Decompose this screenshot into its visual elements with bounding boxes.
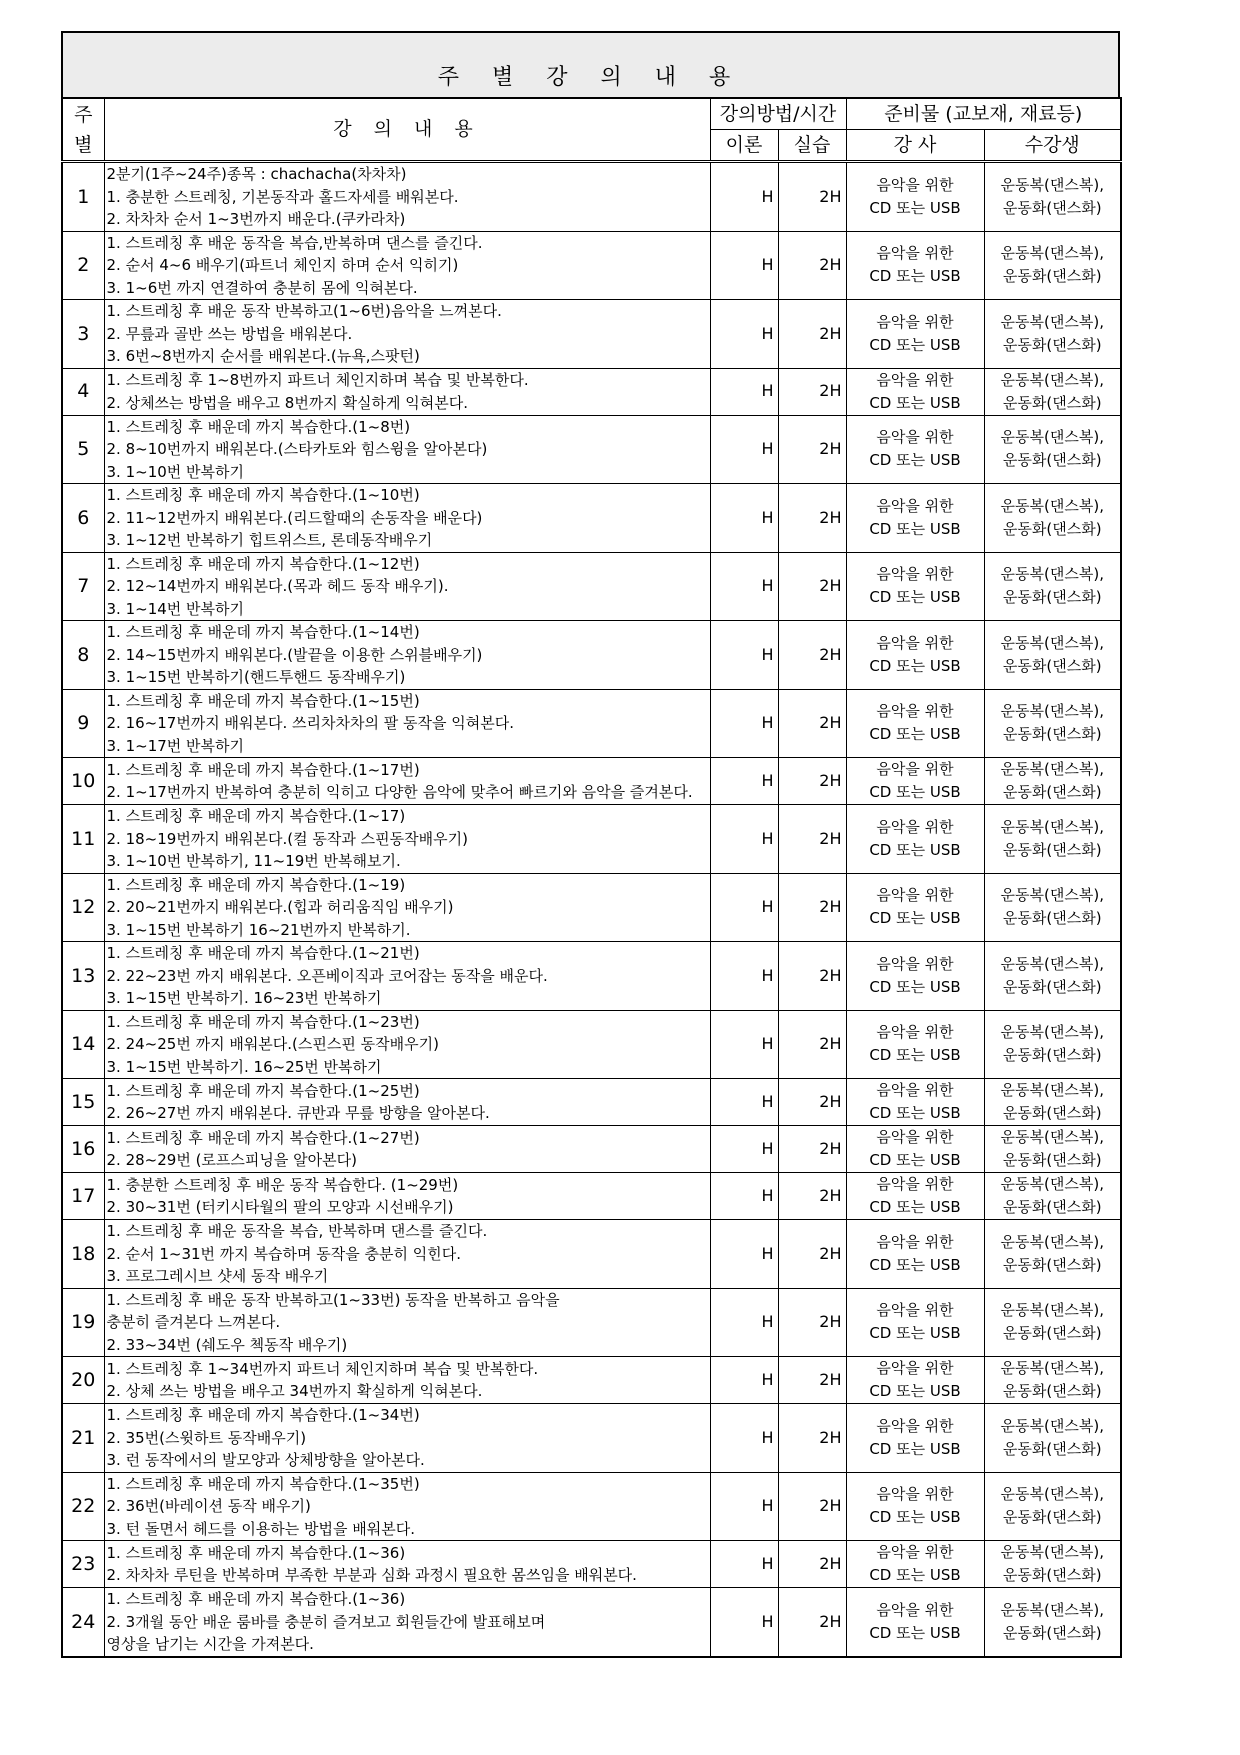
week-cell: 10 [62,758,104,805]
page-title: 주 별 강 의 내 용 [437,65,744,90]
table-row [62,689,1121,758]
practice-cell: 2H [778,552,846,621]
student-prep-cell: 운동복(댄스복), 운동화(댄스화) [984,758,1121,805]
week-cell: 12 [62,873,104,942]
week-cell: 6 [62,484,104,553]
theory-cell: H [710,1541,778,1588]
week-cell: 18 [62,1220,104,1289]
instructor-prep-cell: 음악을 위한 CD 또는 USB [846,942,984,1011]
table-row [62,1010,1121,1079]
practice-cell: 2H [778,1079,846,1126]
student-prep-cell: 운동복(댄스복), 운동화(댄스화) [984,1079,1121,1126]
instructor-prep-cell: 음악을 위한 CD 또는 USB [846,805,984,874]
student-prep-cell: 운동복(댄스복), 운동화(댄스화) [984,1220,1121,1289]
week-cell: 7 [62,552,104,621]
practice-cell: 2H [778,621,846,690]
practice-cell: 2H [778,1288,846,1357]
practice-cell: 2H [778,942,846,1011]
week-cell: 13 [62,942,104,1011]
student-prep-cell: 운동복(댄스복), 운동화(댄스화) [984,1357,1121,1404]
content-cell: 1. 스트레칭 후 배운데 까지 복습한다.(1~36) 2. 3개월 동안 배운 룸바를 충분히 즐겨보고 회원들간에 발표해보며 영상을 남기는 시간을 가져본다. [104,1588,710,1657]
table-row [62,942,1121,1011]
week-cell: 17 [62,1173,104,1220]
instructor-prep-cell: 음악을 위한 CD 또는 USB [846,621,984,690]
theory-cell: H [710,1404,778,1473]
theory-cell: H [710,231,778,300]
lecture-table [61,97,1122,1658]
theory-cell: H [710,1126,778,1173]
table-row [62,758,1121,805]
instructor-prep-cell: 음악을 위한 CD 또는 USB [846,1541,984,1588]
instructor-prep-cell: 음악을 위한 CD 또는 USB [846,1404,984,1473]
student-prep-cell: 운동복(댄스복), 운동화(댄스화) [984,1288,1121,1357]
practice-cell: 2H [778,300,846,369]
student-prep-cell: 운동복(댄스복), 운동화(댄스화) [984,162,1121,232]
student-prep-cell: 운동복(댄스복), 운동화(댄스화) [984,1541,1121,1588]
instructor-prep-cell: 음악을 위한 CD 또는 USB [846,300,984,369]
theory-cell: H [710,1079,778,1126]
week-cell: 15 [62,1079,104,1126]
practice-cell: 2H [778,1541,846,1588]
content-cell: 1. 스트레칭 후 배운데 까지 복습한다.(1~8번) 2. 8~10번까지 배워본다.(스타카토와 힘스윙을 알아본다) 3. 1~10번 반복하기 [104,415,710,484]
theory-cell: H [710,300,778,369]
instructor-prep-cell: 음악을 위한 CD 또는 USB [846,758,984,805]
student-prep-cell: 운동복(댄스복), 운동화(댄스화) [984,300,1121,369]
instructor-prep-cell: 음악을 위한 CD 또는 USB [846,1288,984,1357]
theory-cell: H [710,1357,778,1404]
week-cell: 23 [62,1541,104,1588]
table-row [62,1357,1121,1404]
instructor-prep-cell: 음악을 위한 CD 또는 USB [846,1588,984,1657]
practice-cell: 2H [778,805,846,874]
week-cell: 21 [62,1404,104,1473]
instructor-prep-cell: 음악을 위한 CD 또는 USB [846,689,984,758]
week-cell: 20 [62,1357,104,1404]
week-cell: 22 [62,1472,104,1541]
practice-cell: 2H [778,368,846,415]
practice-cell: 2H [778,1588,846,1657]
table-row [62,1220,1121,1289]
student-prep-cell: 운동복(댄스복), 운동화(댄스화) [984,873,1121,942]
instructor-prep-cell: 음악을 위한 CD 또는 USB [846,1126,984,1173]
content-cell: 1. 스트레칭 후 배운 동작을 복습, 반복하며 댄스를 즐긴다. 2. 순서 1~31번 까지 복습하며 동작을 충분히 익힌다. 3. 프로그레시브 샷세 동작 배우기 [104,1220,710,1289]
table-row [62,1288,1121,1357]
table-row [62,1079,1121,1126]
instructor-prep-cell: 음악을 위한 CD 또는 USB [846,162,984,232]
header-method: 강의방법/시간 [710,98,846,130]
header-content: 강 의 내 용 [104,98,710,162]
content-cell: 1. 스트레칭 후 배운데 까지 복습한다.(1~15번) 2. 16~17번까지 배워본다. 쓰리차차차의 팔 동작을 익혀본다. 3. 1~17번 반복하기 [104,689,710,758]
practice-cell: 2H [778,231,846,300]
student-prep-cell: 운동복(댄스복), 운동화(댄스화) [984,1126,1121,1173]
theory-cell: H [710,1220,778,1289]
theory-cell: H [710,1288,778,1357]
practice-cell: 2H [778,162,846,232]
table-row [62,300,1121,369]
student-prep-cell: 운동복(댄스복), 운동화(댄스화) [984,621,1121,690]
content-cell: 1. 스트레칭 후 1~8번까지 파트너 체인지하며 복습 및 반복한다. 2. 상체쓰는 방법을 배우고 8번까지 확실하게 익혀본다. [104,368,710,415]
instructor-prep-cell: 음악을 위한 CD 또는 USB [846,1472,984,1541]
theory-cell: H [710,758,778,805]
week-cell: 24 [62,1588,104,1657]
table-row [62,873,1121,942]
instructor-prep-cell: 음악을 위한 CD 또는 USB [846,552,984,621]
theory-cell: H [710,552,778,621]
week-cell: 2 [62,231,104,300]
content-cell: 1. 스트레칭 후 배운데 까지 복습한다.(1~17) 2. 18~19번까지 배워본다.(컬 동작과 스핀동작배우기) 3. 1~10번 반복하기, 11~19번 반복해보기. [104,805,710,874]
practice-cell: 2H [778,484,846,553]
table-row [62,1541,1121,1588]
table-row [62,1588,1121,1657]
student-prep-cell: 운동복(댄스복), 운동화(댄스화) [984,1173,1121,1220]
practice-cell: 2H [778,415,846,484]
week-cell: 9 [62,689,104,758]
content-cell: 1. 스트레칭 후 배운데 까지 복습한다.(1~34번) 2. 35번(스윗하트 동작배우기) 3. 런 동작에서의 발모양과 상체방향을 알아본다. [104,1404,710,1473]
table-body [62,162,1121,1657]
student-prep-cell: 운동복(댄스복), 운동화(댄스화) [984,484,1121,553]
student-prep-cell: 운동복(댄스복), 운동화(댄스화) [984,942,1121,1011]
instructor-prep-cell: 음악을 위한 CD 또는 USB [846,1173,984,1220]
header-practice: 실습 [778,130,846,162]
instructor-prep-cell: 음악을 위한 CD 또는 USB [846,1220,984,1289]
student-prep-cell: 운동복(댄스복), 운동화(댄스화) [984,415,1121,484]
instructor-prep-cell: 음악을 위한 CD 또는 USB [846,1010,984,1079]
content-cell: 1. 스트레칭 후 배운 동작을 복습,반복하며 댄스를 즐긴다. 2. 순서 4~6 배우기(파트너 체인지 하며 순서 익히기) 3. 1~6번 까지 연결하여 충분히 몸에 익혀본다. [104,231,710,300]
content-cell: 1. 스트레칭 후 배운데 까지 복습한다.(1~19) 2. 20~21번까지 배워본다.(힙과 허리움직임 배우기) 3. 1~15번 반복하기 16~21번까지 반복하기. [104,873,710,942]
practice-cell: 2H [778,873,846,942]
practice-cell: 2H [778,1404,846,1473]
week-cell: 19 [62,1288,104,1357]
instructor-prep-cell: 음악을 위한 CD 또는 USB [846,368,984,415]
week-cell: 11 [62,805,104,874]
student-prep-cell: 운동복(댄스복), 운동화(댄스화) [984,368,1121,415]
table-header [62,98,1121,162]
theory-cell: H [710,689,778,758]
content-cell: 1. 스트레칭 후 배운데 까지 복습한다.(1~21번) 2. 22~23번 까지 배워본다. 오픈베이직과 코어잡는 동작을 배운다. 3. 1~15번 반복하기. 16~23번 반복하기 [104,942,710,1011]
instructor-prep-cell: 음악을 위한 CD 또는 USB [846,873,984,942]
content-cell: 1. 스트레칭 후 배운데 까지 복습한다.(1~17번) 2. 1~17번까지 반복하여 충분히 익히고 다양한 음악에 맞추어 빠르기와 음악을 즐겨본다. [104,758,710,805]
instructor-prep-cell: 음악을 위한 CD 또는 USB [846,415,984,484]
practice-cell: 2H [778,1220,846,1289]
content-cell: 1. 스트레칭 후 배운데 까지 복습한다.(1~27번) 2. 28~29번 (로프스피닝을 알아본다) [104,1126,710,1173]
content-cell: 1. 스트레칭 후 배운데 까지 복습한다.(1~23번) 2. 24~25번 까지 배워본다.(스핀스핀 동작배우기) 3. 1~15번 반복하기. 16~25번 반복하기 [104,1010,710,1079]
table-row [62,805,1121,874]
student-prep-cell: 운동복(댄스복), 운동화(댄스화) [984,1472,1121,1541]
content-cell: 1. 충분한 스트레칭 후 배운 동작 복습한다. (1~29번) 2. 30~31번 (터키시타월의 팔의 모양과 시선배우기) [104,1173,710,1220]
student-prep-cell: 운동복(댄스복), 운동화(댄스화) [984,805,1121,874]
theory-cell: H [710,1010,778,1079]
theory-cell: H [710,415,778,484]
weekly-plan-sheet [61,31,1120,1658]
week-cell: 4 [62,368,104,415]
header-week: 주 별 [62,98,104,162]
student-prep-cell: 운동복(댄스복), 운동화(댄스화) [984,1404,1121,1473]
student-prep-cell: 운동복(댄스복), 운동화(댄스화) [984,1010,1121,1079]
content-cell: 1. 스트레칭 후 배운 동작 반복하고(1~6번)음악을 느껴본다. 2. 무릎과 골반 쓰는 방법을 배워본다. 3. 6번~8번까지 순서를 배워본다.(뉴욕,스팟턴) [104,300,710,369]
practice-cell: 2H [778,758,846,805]
table-row [62,1173,1121,1220]
theory-cell: H [710,873,778,942]
title-band [61,31,1120,97]
table-row [62,231,1121,300]
table-row [62,484,1121,553]
week-cell: 1 [62,162,104,232]
student-prep-cell: 운동복(댄스복), 운동화(댄스화) [984,231,1121,300]
table-row [62,1404,1121,1473]
header-instructor: 강 사 [846,130,984,162]
instructor-prep-cell: 음악을 위한 CD 또는 USB [846,231,984,300]
table-row [62,162,1121,232]
table-row [62,1472,1121,1541]
practice-cell: 2H [778,1010,846,1079]
table-row [62,621,1121,690]
theory-cell: H [710,1588,778,1657]
theory-cell: H [710,942,778,1011]
header-theory: 이론 [710,130,778,162]
theory-cell: H [710,1173,778,1220]
theory-cell: H [710,484,778,553]
content-cell: 1. 스트레칭 후 배운데 까지 복습한다.(1~25번) 2. 26~27번 까지 배워본다. 큐반과 무릎 방향을 알아본다. [104,1079,710,1126]
student-prep-cell: 운동복(댄스복), 운동화(댄스화) [984,689,1121,758]
instructor-prep-cell: 음악을 위한 CD 또는 USB [846,1079,984,1126]
table-row [62,1126,1121,1173]
instructor-prep-cell: 음악을 위한 CD 또는 USB [846,1357,984,1404]
week-cell: 8 [62,621,104,690]
week-cell: 5 [62,415,104,484]
content-cell: 1. 스트레칭 후 배운데 까지 복습한다.(1~12번) 2. 12~14번까지 배워본다.(목과 헤드 동작 배우기). 3. 1~14번 반복하기 [104,552,710,621]
content-cell: 1. 스트레칭 후 배운 동작 반복하고(1~33번) 동작을 반복하고 음악을 충분히 즐겨본다 느껴본다. 2. 33~34번 (쉐도우 첵동작 배우기) [104,1288,710,1357]
practice-cell: 2H [778,1472,846,1541]
content-cell: 1. 스트레칭 후 배운데 까지 복습한다.(1~36) 2. 차차차 루틴을 반복하며 부족한 부분과 심화 과정시 필요한 몸쓰임을 배워본다. [104,1541,710,1588]
week-cell: 16 [62,1126,104,1173]
theory-cell: H [710,368,778,415]
table-row [62,368,1121,415]
theory-cell: H [710,621,778,690]
practice-cell: 2H [778,1357,846,1404]
theory-cell: H [710,1472,778,1541]
theory-cell: H [710,805,778,874]
table-row [62,415,1121,484]
content-cell: 1. 스트레칭 후 배운데 까지 복습한다.(1~14번) 2. 14~15번까지 배워본다.(발끝을 이용한 스위블배우기) 3. 1~15번 반복하기(핸드투핸드 동작배우기) [104,621,710,690]
instructor-prep-cell: 음악을 위한 CD 또는 USB [846,484,984,553]
content-cell: 1. 스트레칭 후 1~34번까지 파트너 체인지하며 복습 및 반복한다. 2. 상체 쓰는 방법을 배우고 34번까지 확실하게 익혀본다. [104,1357,710,1404]
practice-cell: 2H [778,1173,846,1220]
student-prep-cell: 운동복(댄스복), 운동화(댄스화) [984,1588,1121,1657]
practice-cell: 2H [778,689,846,758]
week-cell: 14 [62,1010,104,1079]
header-student: 수강생 [984,130,1121,162]
table-row [62,552,1121,621]
content-cell: 1. 스트레칭 후 배운데 까지 복습한다.(1~35번) 2. 36번(바레이션 동작 배우기) 3. 턴 돌면서 헤드를 이용하는 방법을 배워본다. [104,1472,710,1541]
content-cell: 2분기(1주~24주)종목 : chachacha(차차차) 1. 충분한 스트레칭, 기본동작과 홀드자세를 배워본다. 2. 차차차 순서 1~3번까지 배운다.(쿠카라차) [104,162,710,232]
week-cell: 3 [62,300,104,369]
student-prep-cell: 운동복(댄스복), 운동화(댄스화) [984,552,1121,621]
practice-cell: 2H [778,1126,846,1173]
header-prep: 준비물 (교보재, 재료등) [846,98,1121,130]
theory-cell: H [710,162,778,232]
content-cell: 1. 스트레칭 후 배운데 까지 복습한다.(1~10번) 2. 11~12번까지 배워본다.(리드할때의 손동작을 배운다) 3. 1~12번 반복하기 힙트위스트, 론데동작배우기 [104,484,710,553]
